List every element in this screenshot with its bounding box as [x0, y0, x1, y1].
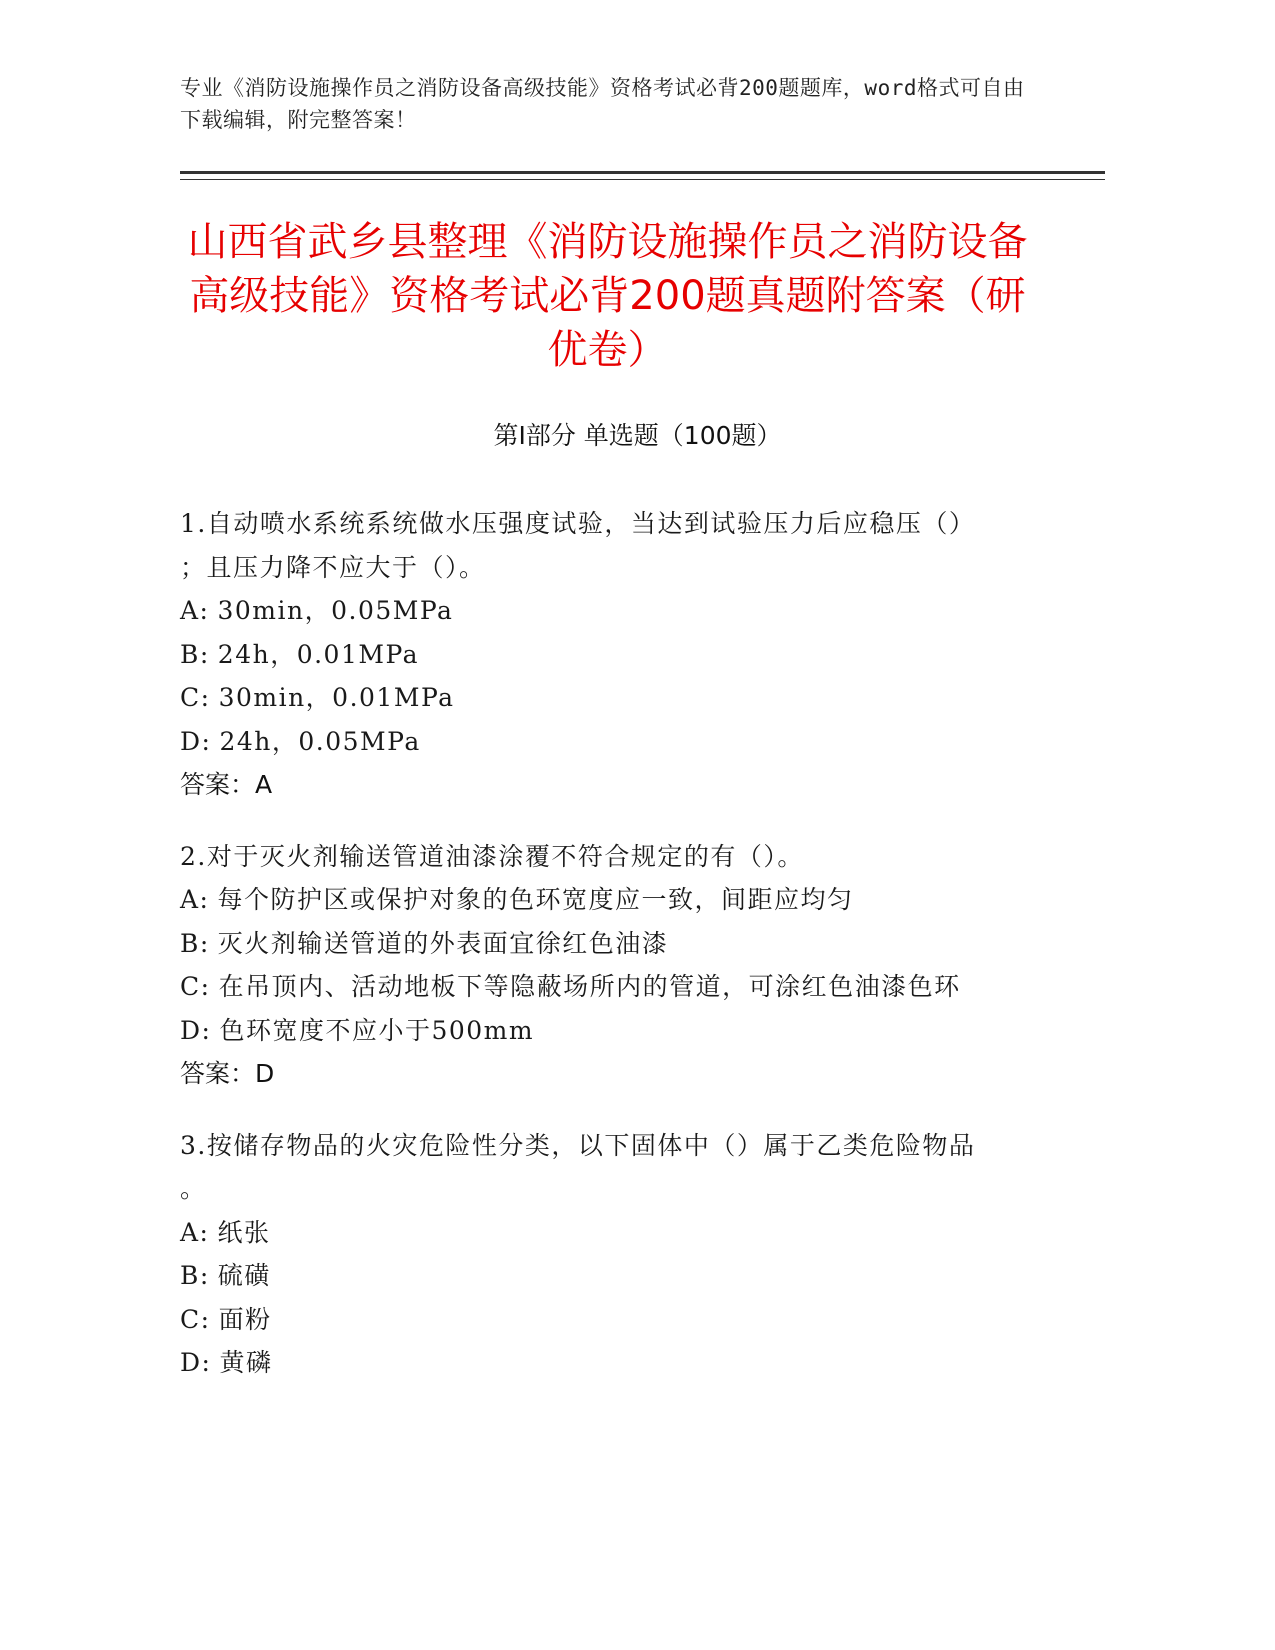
question-stem-line: 1.自动喷水系统系统做水压强度试验，当达到试验压力后应稳压（）: [180, 509, 976, 538]
option-text: 24h，0.05MPa: [219, 726, 421, 756]
question-1: [180, 502, 1030, 807]
document-title: 山西省武乡县整理《消防设施操作员之消防设备高级技能》资格考试必背200题真题附答案（研优卷）: [187, 219, 1028, 373]
question-list: [180, 502, 1030, 1413]
header-divider-thick: [180, 171, 1105, 174]
option-label: B:: [180, 1261, 210, 1290]
option-d: [180, 1341, 1030, 1385]
option-text: 黄磷: [219, 1348, 273, 1377]
option-c: [180, 676, 1030, 720]
header-note: 专业《消防设施操作员之消防设备高级技能》资格考试必背200题题库，word格式可自由下载编辑，附完整答案！: [180, 76, 1025, 132]
option-label: D:: [180, 726, 212, 756]
question-stem-line: ；且压力降不应大于（）。: [180, 552, 486, 582]
option-text: 色环宽度不应小于500mm: [219, 1015, 535, 1045]
option-text: 30min，0.05MPa: [217, 596, 454, 625]
question-stem-line: 3.按储存物品的火灾危险性分类，以下固体中（）属于乙类危险物品: [180, 1130, 976, 1160]
answer-line: 答案：D: [180, 1059, 275, 1088]
option-text: 每个防护区或保护对象的色环宽度应一致，间距应均匀: [217, 885, 854, 914]
option-label: D:: [180, 1015, 212, 1045]
option-text: 面粉: [218, 1304, 272, 1334]
section-title: 第I部分 单选题（100题）: [493, 421, 782, 450]
option-d: [180, 1009, 1030, 1053]
option-a: [180, 1211, 1030, 1255]
option-label: A:: [180, 596, 210, 625]
option-text: 硫磺: [217, 1261, 271, 1290]
option-text: 在吊顶内、活动地板下等隐蔽场所内的管道，可涂红色油漆色环: [218, 972, 961, 1001]
option-label: C:: [180, 972, 211, 1001]
option-text: 纸张: [217, 1217, 271, 1247]
option-label: C:: [180, 683, 211, 712]
option-label: B:: [180, 928, 210, 958]
option-label: B:: [180, 639, 210, 669]
option-label: D:: [180, 1348, 212, 1377]
header-divider-thin: [180, 179, 1105, 180]
option-a: [180, 878, 1030, 922]
answer-line: 答案：A: [180, 770, 273, 799]
option-d: [180, 720, 1030, 764]
question-stem-line: 。: [180, 1174, 207, 1203]
option-b: [180, 633, 1030, 677]
option-text: 30min，0.01MPa: [218, 683, 455, 712]
option-c: [180, 965, 1030, 1009]
option-c: [180, 1298, 1030, 1342]
option-label: C:: [180, 1304, 211, 1334]
option-label: A:: [180, 1217, 210, 1247]
question-stem-line: 2.对于灭火剂输送管道油漆涂覆不符合规定的有（）。: [180, 841, 804, 871]
question-2: [180, 835, 1030, 1096]
option-text: 灭火剂输送管道的外表面宜徐红色油漆: [217, 928, 669, 958]
option-label: A:: [180, 885, 210, 914]
question-3: [180, 1124, 1030, 1385]
option-b: [180, 922, 1030, 966]
option-b: [180, 1254, 1030, 1298]
option-text: 24h，0.01MPa: [217, 639, 420, 669]
option-a: [180, 589, 1030, 633]
